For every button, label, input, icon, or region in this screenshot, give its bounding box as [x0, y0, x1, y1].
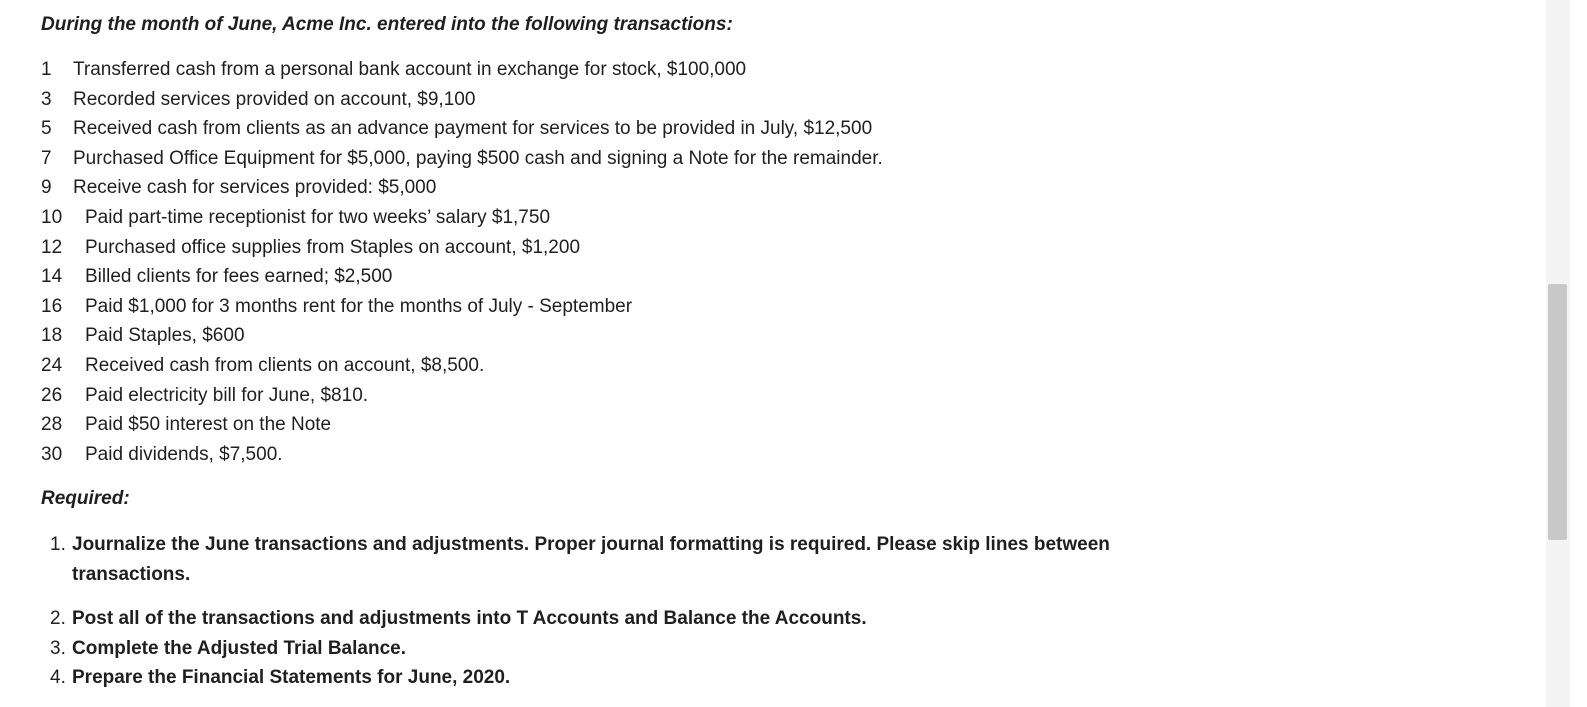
document-content — [41, 0, 1531, 707]
transaction-text: Paid electricity bill for June, $810. — [85, 384, 369, 406]
transaction-row — [41, 173, 883, 203]
transaction-day: 10 — [41, 206, 63, 228]
transaction-day: 1 — [41, 59, 52, 80]
transaction-day: 12 — [41, 236, 63, 258]
transaction-day: 16 — [41, 295, 63, 317]
transaction-row — [41, 203, 883, 233]
transaction-day: 3 — [41, 88, 52, 110]
transaction-text: Paid Staples, $600 — [85, 325, 245, 347]
transaction-row — [41, 292, 883, 322]
intro-heading: During the month of June, Acme Inc. entered into the following transactions: — [41, 14, 733, 35]
transaction-row — [41, 262, 883, 292]
transaction-text: Paid part-time receptionist for two weeks’ salary $1,750 — [85, 206, 551, 228]
transaction-day: 9 — [41, 177, 52, 199]
transaction-day: 18 — [41, 325, 63, 347]
transaction-day: 24 — [41, 354, 63, 376]
transaction-list — [41, 55, 883, 469]
transaction-day: 26 — [41, 384, 63, 406]
transaction-text: Received cash from clients as an advance payment for services to be provided in July, $12,500 — [73, 118, 873, 140]
requirement-text: Post all of the transactions and adjustments into T Accounts and Balance the Accounts. — [72, 608, 867, 629]
transaction-text: Paid $1,000 for 3 months rent for the months of July - September — [85, 295, 633, 317]
transaction-day: 30 — [41, 443, 63, 465]
transaction-text: Paid dividends, $7,500. — [85, 443, 283, 465]
transaction-row — [41, 114, 883, 144]
vertical-scrollbar[interactable] — [1546, 0, 1570, 707]
requirement-number: 4. — [50, 667, 66, 688]
requirement-number: 3. — [50, 638, 66, 659]
transaction-day: 7 — [41, 147, 52, 169]
transaction-row — [41, 440, 883, 470]
transaction-row — [41, 321, 883, 351]
requirement-item — [50, 530, 1110, 589]
transaction-row — [41, 351, 883, 381]
transaction-text: Billed clients for fees earned; $2,500 — [85, 266, 393, 288]
requirement-text: Journalize the June transactions and adjustments. Proper journal formatting is required. Please skip lines between — [72, 534, 1110, 555]
transaction-text: Transferred cash from a personal bank account in exchange for stock, $100,000 — [73, 59, 747, 80]
transaction-text: Receive cash for services provided: $5,000 — [73, 177, 437, 199]
requirement-item — [50, 663, 510, 693]
transaction-row — [41, 381, 883, 411]
scrollbar-thumb[interactable] — [1548, 284, 1567, 540]
transaction-day: 14 — [41, 266, 63, 288]
requirement-number: 2. — [50, 608, 66, 629]
transaction-day: 28 — [41, 414, 63, 436]
transaction-row — [41, 410, 883, 440]
transaction-day: 5 — [41, 118, 52, 140]
requirement-item — [50, 634, 406, 664]
transaction-row — [41, 85, 883, 115]
transaction-text: Purchased office supplies from Staples on account, $1,200 — [85, 236, 581, 258]
transaction-row — [41, 55, 883, 85]
transaction-text: Paid $50 interest on the Note — [85, 414, 332, 436]
transaction-text: Recorded services provided on account, $9,100 — [73, 88, 476, 110]
transaction-row — [41, 144, 883, 174]
requirement-text: Complete the Adjusted Trial Balance. — [72, 638, 406, 659]
requirement-item — [50, 604, 867, 634]
required-heading: Required: — [41, 488, 130, 509]
requirement-text: transactions. — [72, 563, 191, 585]
requirement-text: Prepare the Financial Statements for June, 2020. — [72, 667, 511, 688]
requirement-number: 1. — [50, 534, 66, 555]
transaction-text: Received cash from clients on account, $8,500. — [85, 354, 485, 376]
transaction-row — [41, 233, 883, 263]
transaction-text: Purchased Office Equipment for $5,000, paying $500 cash and signing a Note for the remainder. — [73, 147, 883, 169]
